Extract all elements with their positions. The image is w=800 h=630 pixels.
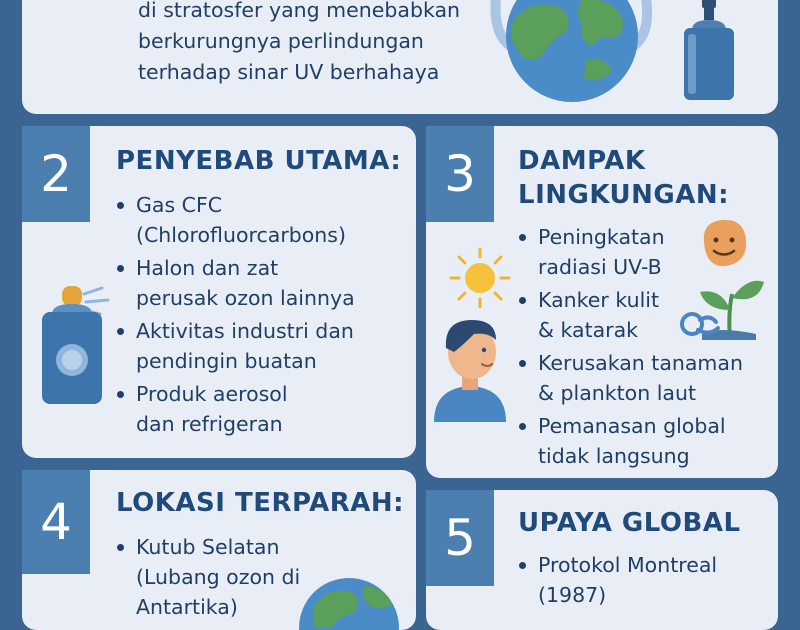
list-item xyxy=(518,550,717,610)
list-item-line: dan refrigeran xyxy=(136,412,283,436)
list-item-line: Protokol Montreal xyxy=(538,553,718,577)
section-number: 2 xyxy=(22,126,90,222)
section-title-line: LINGKUNGAN: xyxy=(518,180,730,210)
list-item-line: Gas CFC xyxy=(136,193,223,217)
list-item-line: Aktivitas industri dan xyxy=(136,319,354,343)
list-item-line: Kanker kulit xyxy=(538,288,659,312)
sunburnt-face-icon xyxy=(698,218,750,270)
list-item-line: Kutub Selatan xyxy=(136,535,280,559)
list-item xyxy=(518,411,743,471)
list-item-line: Halon dan zat xyxy=(136,256,279,280)
list-item-line: Pemanasan global xyxy=(538,414,726,438)
sun-icon xyxy=(448,246,512,310)
section-card-locations xyxy=(22,470,416,630)
section-title-line: LOKASI TERPARAH: xyxy=(116,488,405,518)
list-item-line: Peningkatan xyxy=(538,225,665,249)
section-number: 5 xyxy=(426,490,494,586)
intro-line: di stratosfer yang menebabkan xyxy=(138,0,461,22)
aerosol-can-icon xyxy=(678,0,742,102)
intro-card xyxy=(22,0,778,114)
section-title xyxy=(116,144,401,178)
list-item xyxy=(116,379,355,439)
list-item xyxy=(116,190,355,250)
list-item-line: Antartika) xyxy=(136,595,238,619)
list-item-line: pendingin buatan xyxy=(136,349,317,373)
intro-line: berkurungnya perlindungan xyxy=(138,29,424,53)
section-title xyxy=(518,506,741,540)
list-item xyxy=(116,316,355,376)
section-number: 3 xyxy=(426,126,494,222)
list-item-line: radiasi UV-B xyxy=(538,255,662,279)
causes-list xyxy=(116,190,355,442)
section-card-impacts xyxy=(426,126,778,478)
section-title xyxy=(116,486,404,520)
list-item-line: Kerusakan tanaman xyxy=(538,351,743,375)
intro-line: terhadap sinar UV berhahaya xyxy=(138,60,440,84)
earth-globe-icon xyxy=(294,572,404,630)
locations-list xyxy=(116,532,300,625)
section-title xyxy=(518,144,729,212)
list-item xyxy=(116,532,300,622)
list-item-line: (Chlorofluorcarbons) xyxy=(136,223,346,247)
person-icon xyxy=(432,312,510,422)
global-efforts-list xyxy=(518,550,717,613)
section-title-line: PENYEBAB UTAMA: xyxy=(116,146,402,176)
section-card-global-efforts xyxy=(426,490,778,630)
section-card-causes xyxy=(22,126,416,458)
list-item-line: tidak langsung xyxy=(538,444,690,468)
list-item xyxy=(518,348,743,408)
list-item xyxy=(116,253,355,313)
aerosol-can-icon xyxy=(36,282,118,406)
section-title-line: DAMPAK xyxy=(518,146,646,176)
list-item-line: & plankton laut xyxy=(538,381,697,405)
list-item-line: perusak ozon lainnya xyxy=(136,286,355,310)
list-item-line: (Lubang ozon di xyxy=(136,565,301,589)
section-number: 4 xyxy=(22,470,90,574)
list-item-line: & katarak xyxy=(538,318,639,342)
list-item-line: Produk aerosol xyxy=(136,382,288,406)
section-title-line: UPAYA GLOBAL xyxy=(518,508,741,538)
list-item-line: (1987) xyxy=(538,583,607,607)
earth-globe-icon xyxy=(478,0,668,104)
plankton-icon xyxy=(678,306,758,340)
intro-text xyxy=(138,0,460,88)
